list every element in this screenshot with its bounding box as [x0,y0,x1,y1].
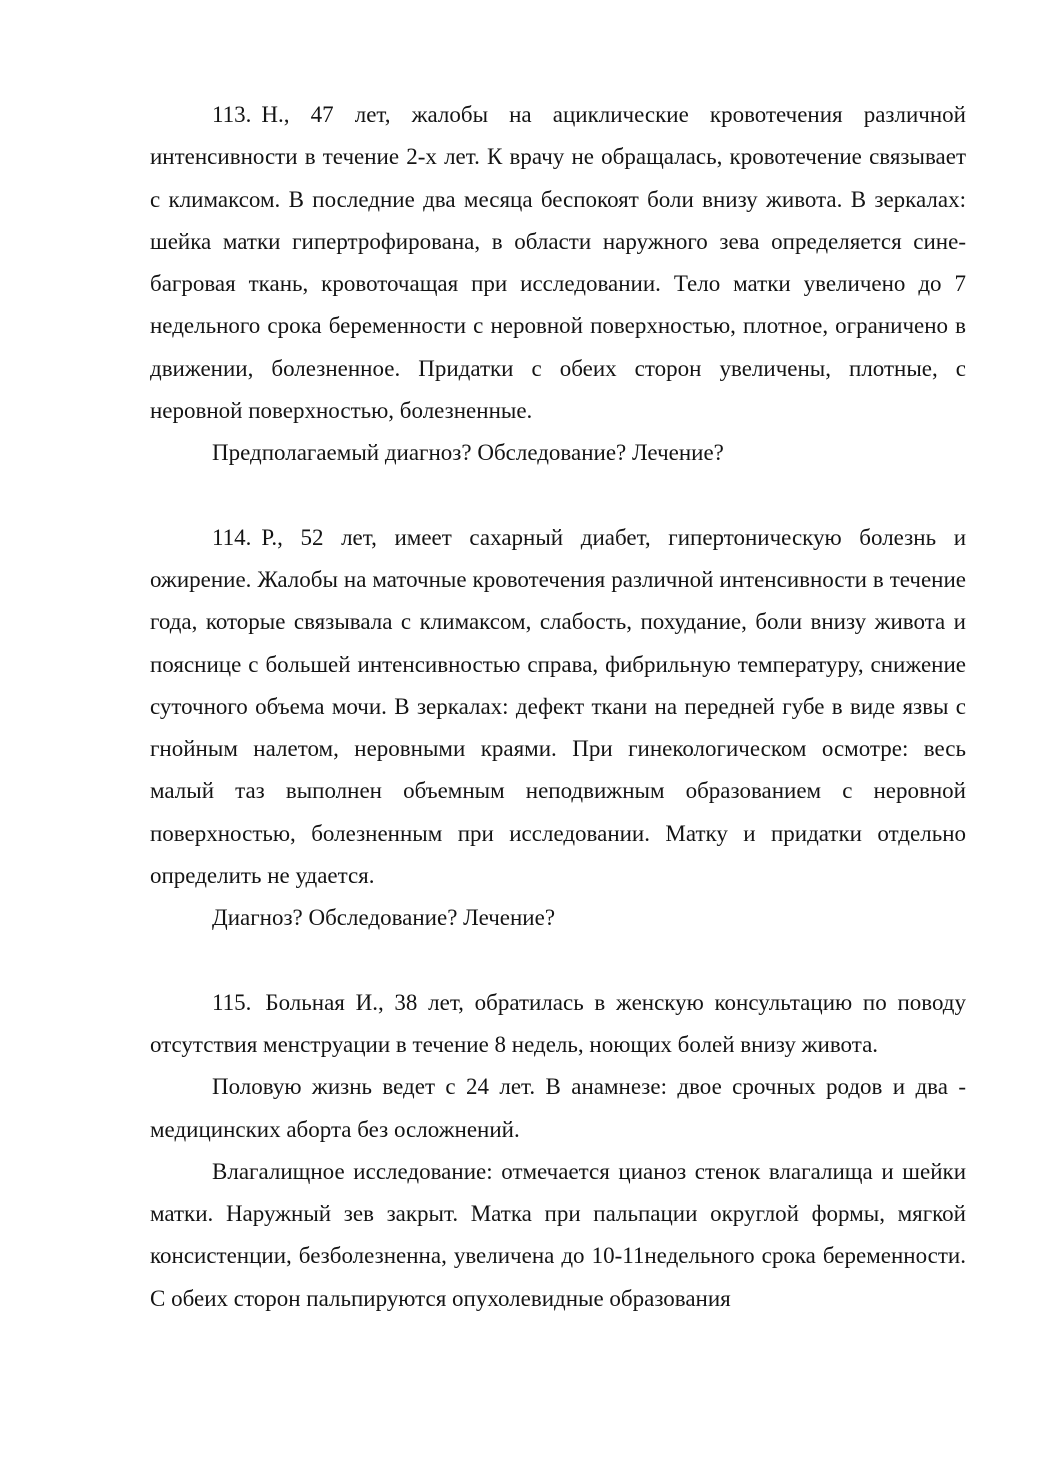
case-115-paragraph-1 [150,982,966,1067]
case-113-paragraph [150,94,966,432]
case-113-question: Предполагаемый диагноз? Обследование? Лечение? [212,440,724,466]
case-114 [150,517,966,940]
case-separator [150,940,966,982]
case-number: 114. [212,524,252,550]
case-number: 113. [212,102,252,127]
case-115-paragraph-3: Влагалищное исследование: отмечается цианоз стенок влагалища и шейки матки. Наружный зев закрыт. Матка при пальпации округлой формы, мягкой консистенции, безболезненна, увеличена до 10-11недельного срока беременности. С обеих сторон пальпируются опухолевидные образования [150,1158,966,1311]
case-114-paragraph [150,517,966,898]
case-text: Р., 52 лет, имеет сахарный диабет, гипертоническую болезнь и ожирение. Жалобы на маточные кровотечения различной интенсивности в течение года, которые связывала с климаксом, слабость, похудание, боли внизу живота и пояснице с большей интенсивностью справа, фибрильную температуру, снижение суточного объема мочи. В зеркалах: дефект ткани на передней губе в виде язвы с гнойным налетом, неровными краями. При гинекологическом осмотре: весь малый таз выполнен объемным неподвижным образованием с неровной поверхностью, болезненным при исследовании. Матку и придатки отдельно определить не удается. [150,524,966,889]
case-number: 115. [212,989,252,1015]
case-text: Н., 47 лет, жалобы на ациклические кровотечения различной интенсивности в течение 2-х лет. К врачу не обращалась, кровотечение связывает с климаксом. В последние два месяца беспокоят боли внизу живота. В зеркалах: шейка матки гипертрофирована, в области наружного зева определяется сине-багровая ткань, кровоточащая при исследовании. Тело матки увеличено до 7 недельного срока беременности с неровной поверхностью, плотное, ограничено в движении, болезненное. Придатки с обеих сторон увеличены, плотные, с неровной поверхностью, болезненные. [150,102,966,424]
case-114-question: Диагноз? Обследование? Лечение? [212,905,556,931]
case-115-paragraph-2: Половую жизнь ведет с 24 лет. В анамнезе: двое срочных родов и два - медицинских аборта без осложнений. [150,1074,966,1142]
document-body [150,94,966,1320]
case-text: Больная И., 38 лет, обратилась в женскую консультацию по поводу отсутствия менструации в течение 8 недель, ноющих болей внизу живота. [150,989,966,1057]
case-115 [150,982,966,1320]
case-113 [150,94,966,475]
case-separator [150,475,966,517]
